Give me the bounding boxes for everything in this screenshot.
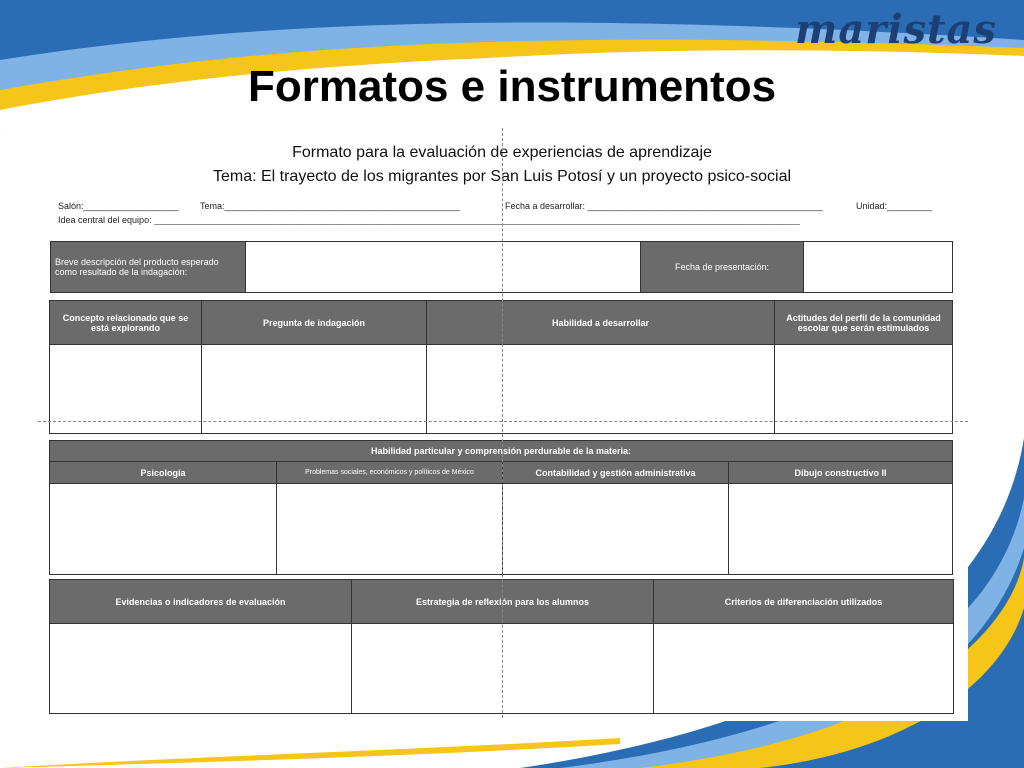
form-topic: Tema: El trayecto de los migrantes por San Luis Potosí y un proyecto psico-social [212, 168, 792, 185]
tema-field: Tema:_______________________________________________ [200, 201, 460, 211]
table3-header: Criterios de diferenciación utilizados [654, 580, 954, 624]
table1-header: Actitudes del perfil de la comunidad escolar que serán estimulados [775, 301, 953, 345]
table3-header: Estrategia de reflexión para los alumnos [352, 580, 654, 624]
table2-cell [503, 484, 729, 575]
center-guide-vertical [502, 128, 503, 718]
table3-cell [654, 624, 954, 714]
fecha-presentacion-cell [804, 242, 953, 293]
maristas-logo: maristas [795, 6, 997, 53]
table2-cell [729, 484, 953, 575]
table2-cell [50, 484, 277, 575]
table2-header: Dibujo constructivo II [729, 462, 953, 484]
product-description-cell [246, 242, 641, 293]
subject-skills-table [49, 440, 953, 575]
form-title: Formato para la evaluación de experiencias de aprendizaje [292, 144, 712, 161]
salon-field: Salón:___________________ [58, 201, 179, 211]
table2-title: Habilidad particular y comprensión perdurable de la materia: [50, 441, 953, 462]
table2-header: Psicología [50, 462, 277, 484]
table1-header: Pregunta de indagación [202, 301, 427, 345]
inquiry-table [49, 300, 953, 434]
fecha-desarrollar-field: Fecha a desarrollar: _______________________________________________ [505, 201, 823, 211]
product-description-label: Breve descripción del producto esperado como resultado de la indagación: [51, 242, 246, 293]
idea-central-field: Idea central del equipo: _________________________________________________________________________________________________________________________________ [58, 215, 800, 225]
unidad-field: Unidad:_________ [856, 201, 933, 211]
table2-cell [277, 484, 503, 575]
table2-header: Contabilidad y gestión administrativa [503, 462, 729, 484]
table1-header: Concepto relacionado que se está explorando [50, 301, 202, 345]
table3-header: Evidencias o indicadores de evaluación [50, 580, 352, 624]
slide-title: Formatos e instrumentos [247, 62, 777, 111]
table3-cell [50, 624, 352, 714]
table1-header: Habilidad a desarrollar [427, 301, 775, 345]
fecha-presentacion-label: Fecha de presentación: [641, 242, 804, 293]
table2-header: Problemas sociales, económicos y políticos de México [277, 462, 503, 484]
center-guide-horizontal [38, 421, 968, 422]
